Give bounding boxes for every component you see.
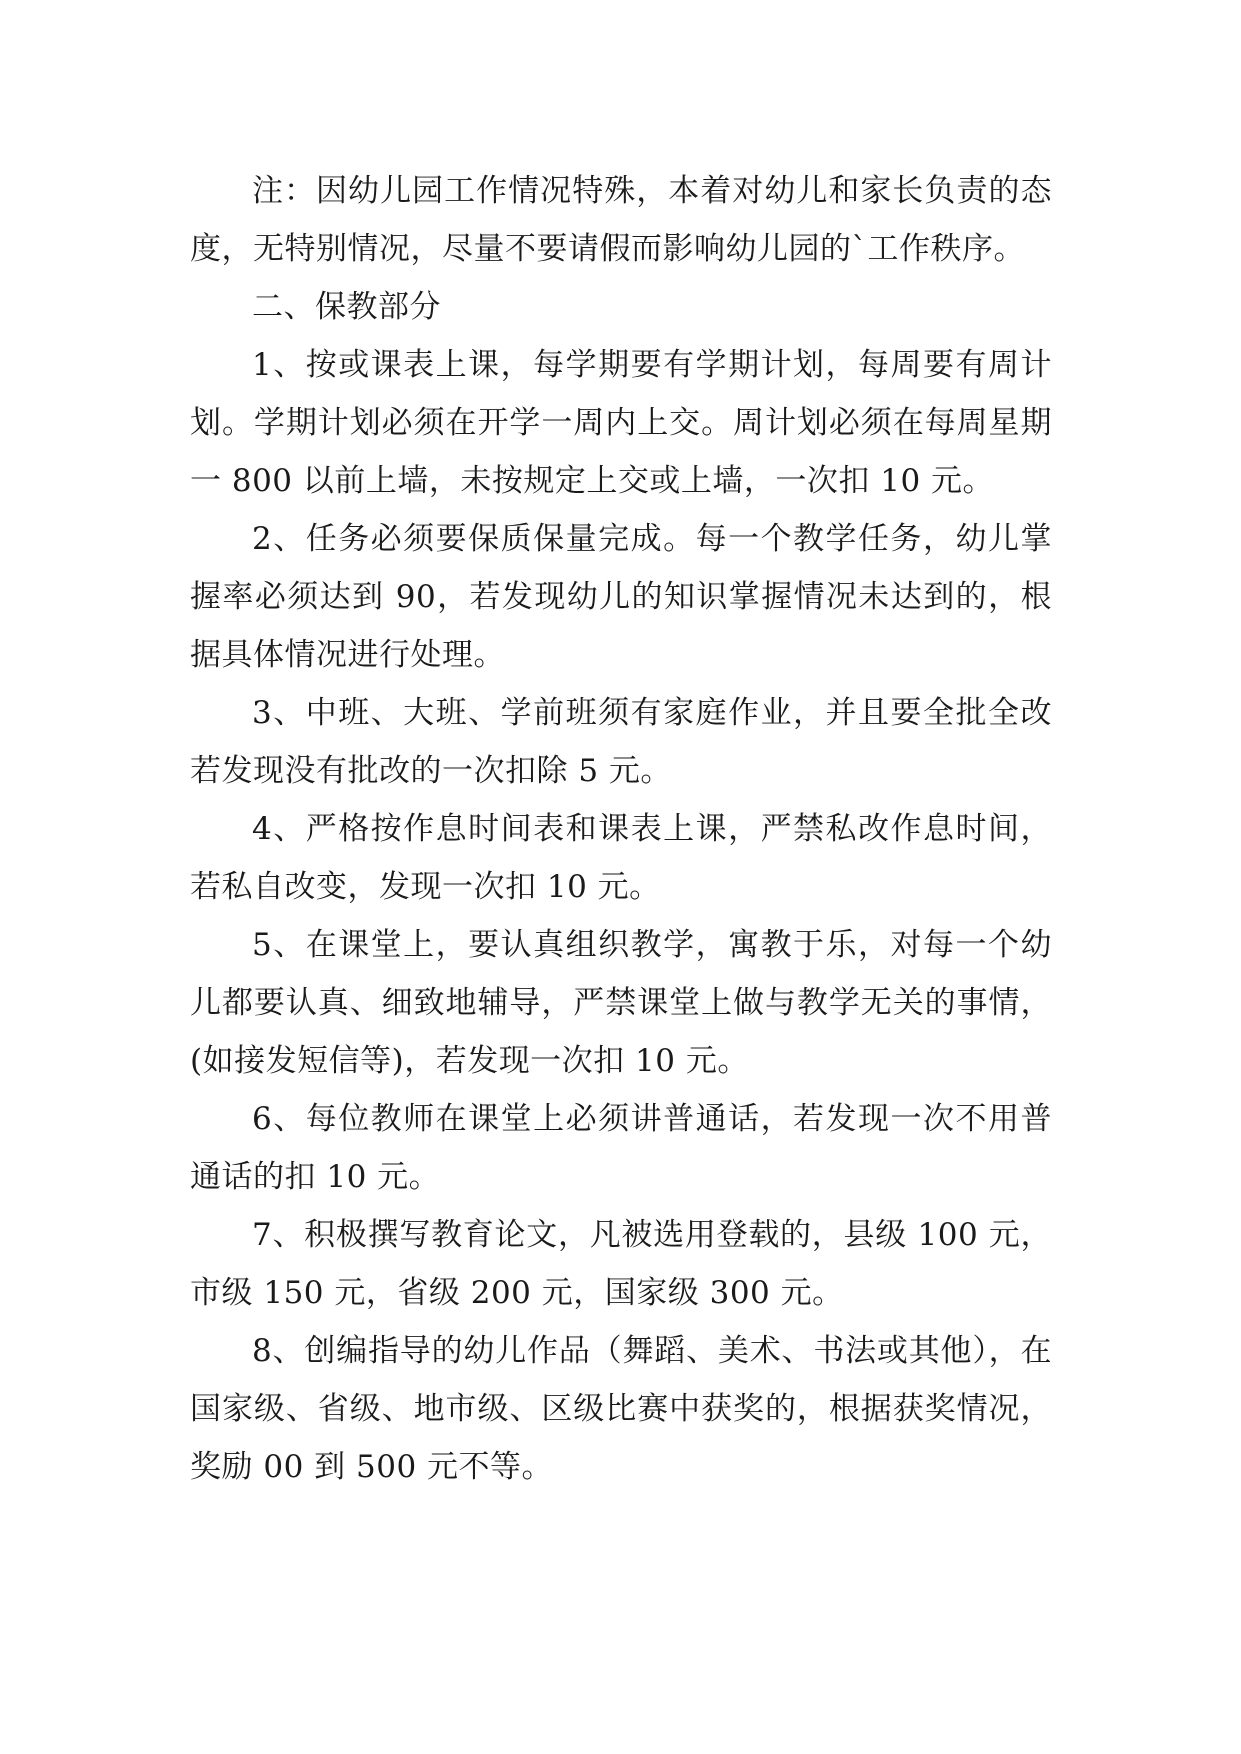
rule-paragraph-6: 6、每位教师在课堂上必须讲普通话，若发现一次不用普通话的扣 10 元。 [190,1101,1052,1195]
document-body [190,162,1052,1496]
rule-paragraph-3: 3、中班、大班、学前班须有家庭作业，并且要全批全改若发现没有批改的一次扣除 5 元。 [190,695,1052,789]
rule-paragraph-5: 5、在课堂上，要认真组织教学，寓教于乐，对每一个幼儿都要认真、细致地辅导，严禁课堂上做与教学无关的事情，(如接发短信等)，若发现一次扣 10 元。 [190,927,1052,1079]
rule-paragraph-2: 2、任务必须要保质保量完成。每一个教学任务，幼儿掌握率必须达到 90，若发现幼儿的知识掌握情况未达到的，根据具体情况进行处理。 [190,521,1052,673]
rule-paragraph-7: 7、积极撰写教育论文，凡被选用登载的，县级 100 元，市级 150 元，省级 200 元，国家级 300 元。 [190,1217,1052,1311]
note-paragraph: 注：因幼儿园工作情况特殊，本着对幼儿和家长负责的态度，无特别情况，尽量不要请假而影响幼儿园的`工作秩序。 [190,173,1052,267]
rule-paragraph-8: 8、创编指导的幼儿作品（舞蹈、美术、书法或其他），在国家级、省级、地市级、区级比赛中获奖的，根据获奖情况，奖励 00 到 500 元不等。 [190,1333,1052,1485]
section-heading: 二、保教部分 [252,289,441,325]
rule-paragraph-1: 1、按或课表上课，每学期要有学期计划，每周要有周计划。学期计划必须在开学一周内上交。周计划必须在每周星期一 800 以前上墙，未按规定上交或上墙，一次扣 10 元。 [190,347,1052,499]
rule-paragraph-4: 4、严格按作息时间表和课表上课，严禁私改作息时间，若私自改变，发现一次扣 10 元。 [190,811,1052,905]
